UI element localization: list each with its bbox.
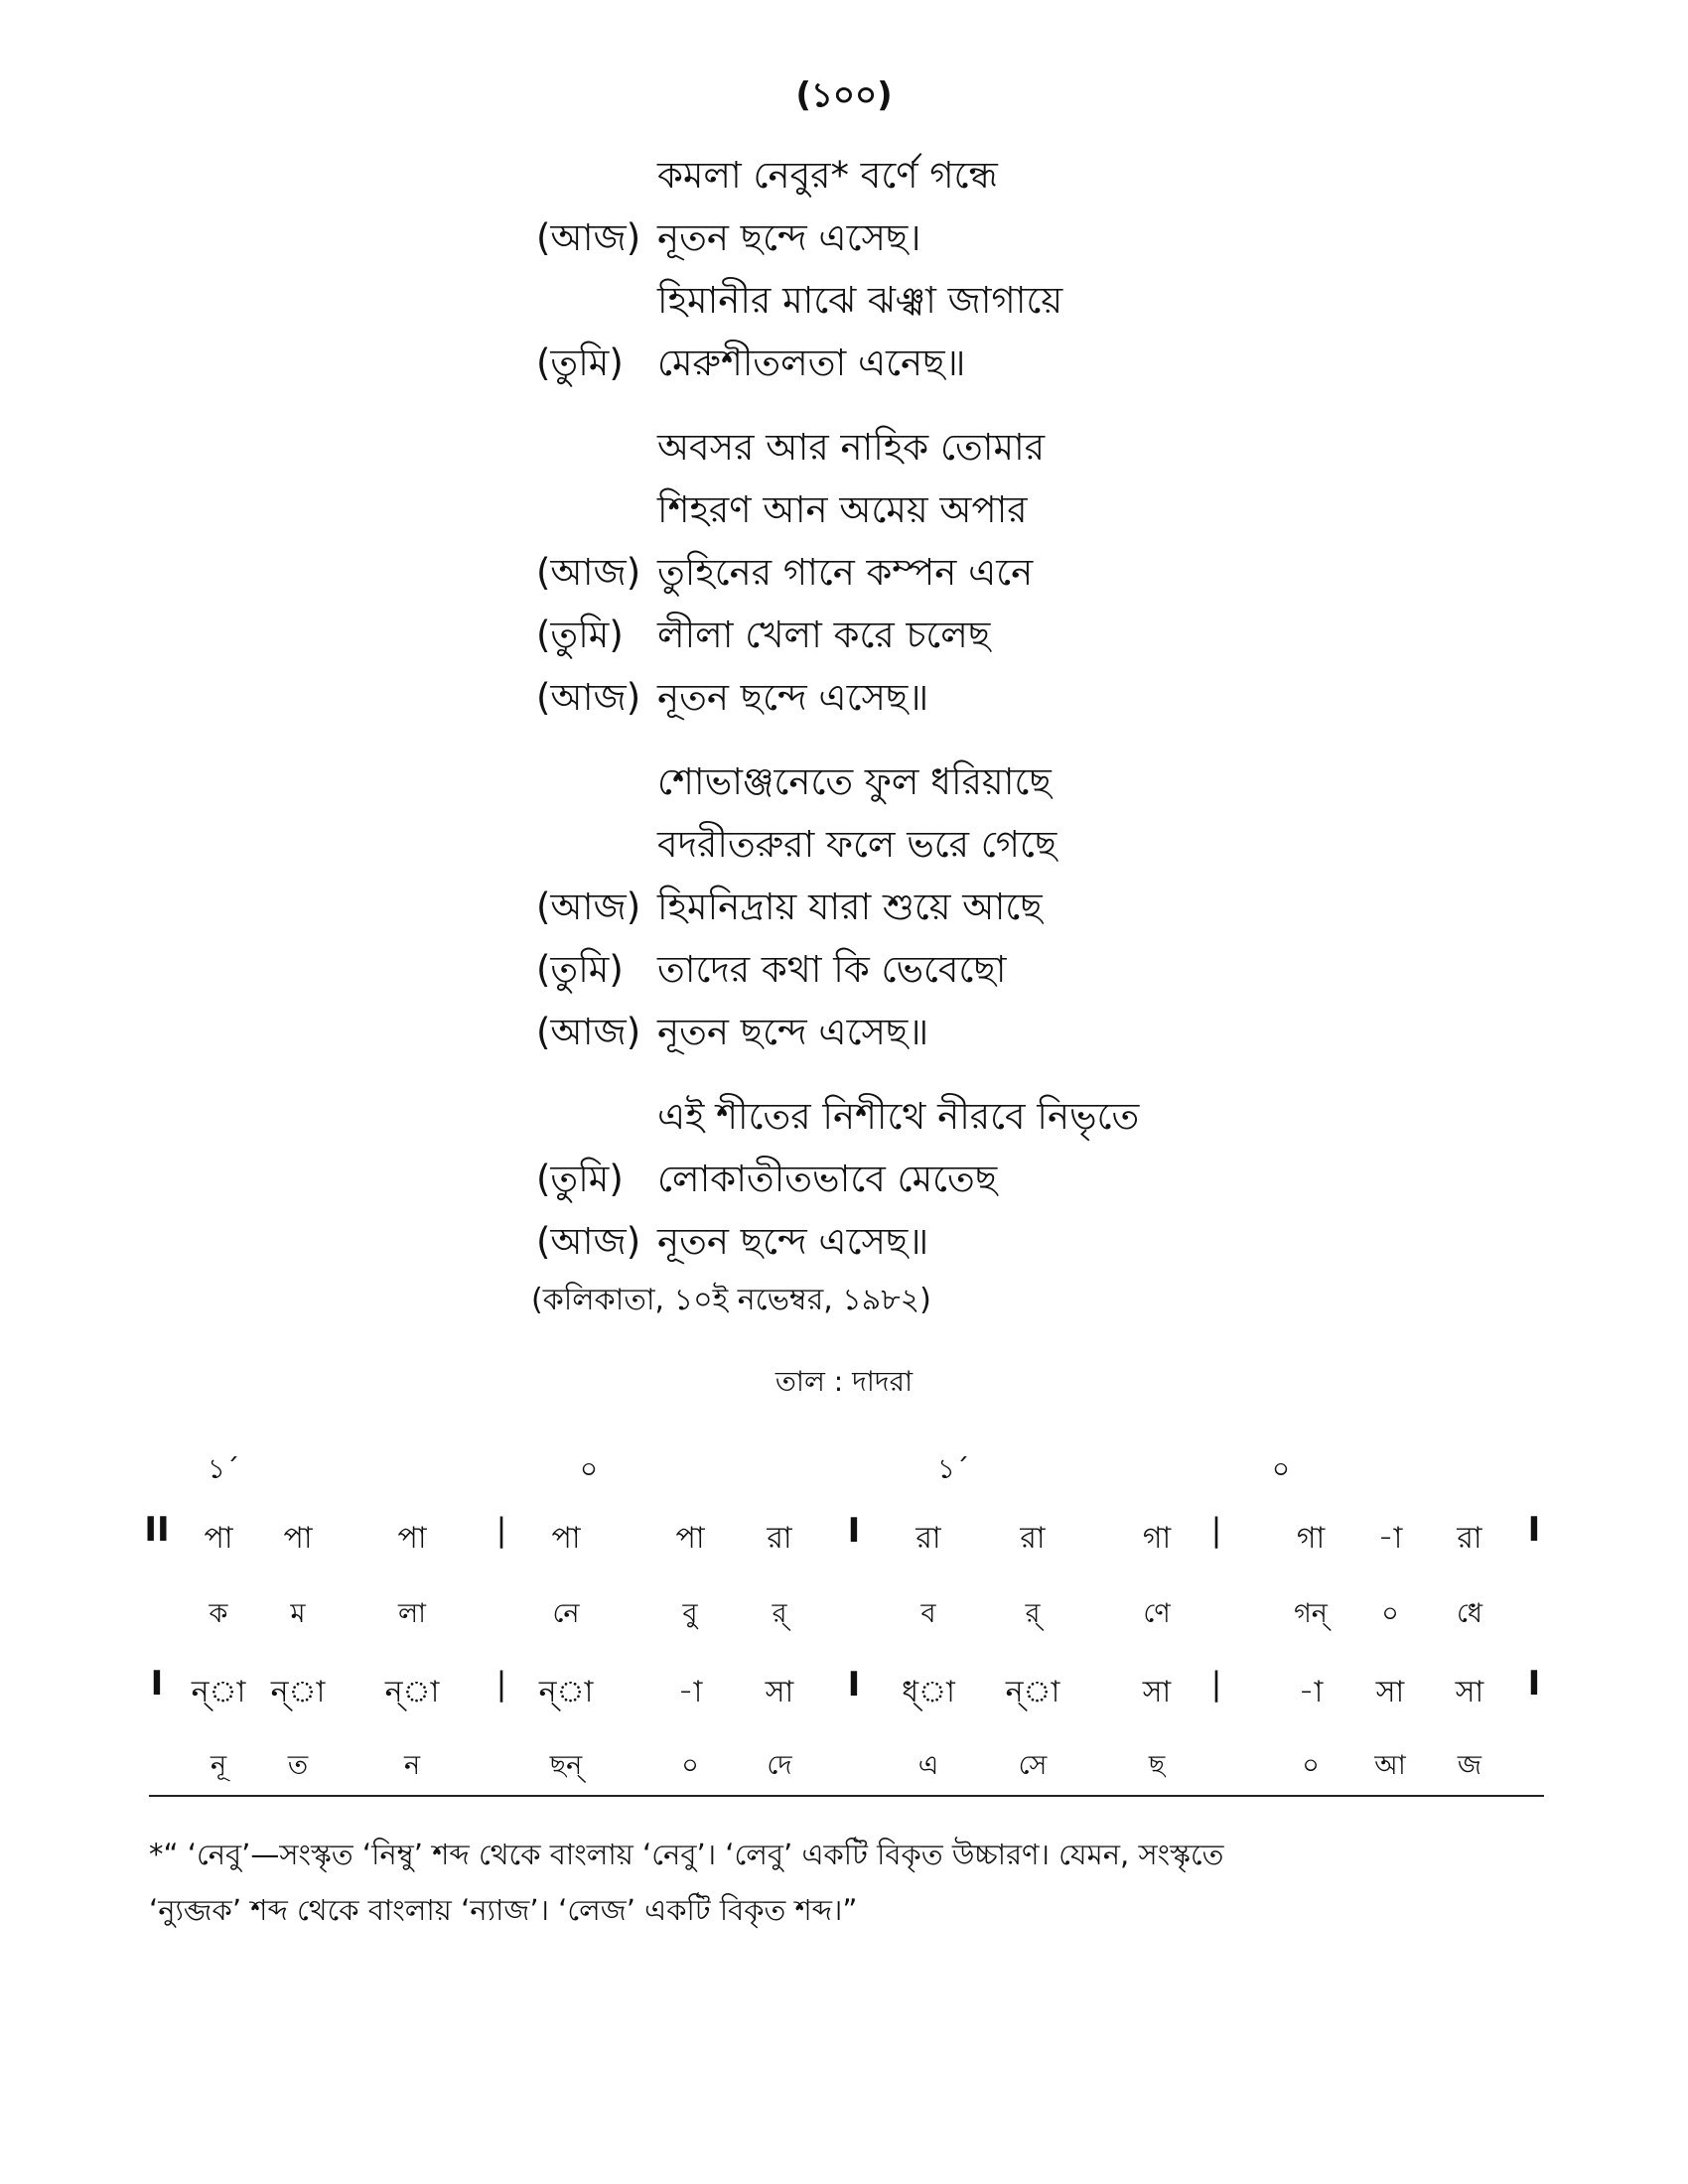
line-prefix: (তুমি)	[536, 948, 624, 991]
line-text: কমলা নেবুর* বর্ণে গন্ধে	[657, 154, 998, 197]
swar-note: সা	[1375, 1675, 1405, 1709]
swar-note: পা	[204, 1521, 233, 1556]
line-text: শোভাঞ্জনেতে ফুল ধরিয়াছে	[657, 760, 1052, 803]
place-date: (কলিকাতা, ১০ই নভেম্বর, ১৯৮২)	[531, 1283, 931, 1317]
lyric-syllable: জ	[1457, 1750, 1482, 1781]
swar-note: -া	[1298, 1675, 1324, 1709]
line-text: তাদের কথা কি ভেবেছো	[657, 948, 1007, 991]
swar-note: রা	[1020, 1521, 1046, 1556]
swar-note: পা	[551, 1521, 581, 1556]
swar-note: রা	[1457, 1521, 1482, 1556]
lyric-syllable: সে	[1018, 1750, 1048, 1781]
lyric-syllable: নে	[552, 1598, 580, 1629]
line-text: অবসর আর নাহিক তোমার	[657, 426, 1046, 469]
bar-line-close: I	[1527, 1664, 1541, 1704]
swar-note: ন্া	[191, 1675, 246, 1709]
beat-mark: ১´	[936, 1452, 970, 1485]
line-text: তুহিনের গানে কম্পন এনে	[657, 551, 1034, 594]
swar-note: গা	[1142, 1521, 1172, 1556]
bar-line-minor: |	[1210, 1665, 1222, 1703]
swar-note: সা	[1142, 1675, 1172, 1709]
footnote	[149, 1827, 1559, 1938]
line-text: বদরীতরুরা ফলে ভরে গেছে	[657, 823, 1057, 866]
tala-heading: তাল : দাদরা	[774, 1365, 914, 1398]
line-text: মেরুশীতলতা এনেছ॥	[657, 341, 966, 384]
line-prefix: (আজ)	[536, 676, 641, 719]
line-text: নূতন ছন্দে এসেছ॥	[657, 1011, 929, 1053]
line-text: লোকাতীতভাবে মেতেছ	[657, 1158, 998, 1200]
swar-note: ন্া	[538, 1675, 594, 1709]
lyric-syllable: এ	[917, 1750, 939, 1781]
swar-note: পা	[397, 1521, 427, 1556]
lyric-syllable: বু	[682, 1598, 698, 1629]
lyric-syllable: ০	[1302, 1750, 1320, 1781]
line-prefix: (আজ)	[536, 551, 641, 594]
beat-mark: ১´	[207, 1452, 240, 1485]
swar-note: সা	[765, 1675, 794, 1709]
line-text: নূতন ছন্দে এসেছ॥	[657, 676, 929, 719]
footnote-line-2: ‘ন্যুব্জক’ শব্দ থেকে বাংলায় ‘ন্যাজ’। ‘লেজ’ একটি বিকৃত শব্দ।”	[149, 1893, 858, 1927]
swar-note: রা	[767, 1521, 792, 1556]
beat-mark: ০	[1271, 1452, 1291, 1485]
bar-line-major: I	[847, 1665, 861, 1705]
footnote-line-1: *“ ‘নেবু’—সংস্কৃত ‘নিম্বু’ শব্দ থেকে বাংলায় ‘নেবু’। ‘লেবু’ একটি বিকৃত উচ্চারণ। যেমন, সংস্কৃতে	[149, 1838, 1224, 1871]
bar-line-minor: |	[495, 1511, 507, 1549]
swar-note: সা	[1455, 1675, 1484, 1709]
bar-line-minor: |	[495, 1665, 507, 1703]
line-text: হিমানীর মাঝে ঝঞ্ঝা জাগায়ে	[657, 279, 1063, 322]
page-number: (১০০)	[795, 75, 893, 115]
line-text: শিহরণ আন অমেয় অপার	[657, 488, 1028, 531]
swar-note: ন্া	[384, 1675, 440, 1709]
lyric-syllable: নূ	[210, 1750, 227, 1781]
lyric-syllable: ধে	[1456, 1598, 1483, 1629]
line-prefix: (আজ)	[536, 886, 641, 928]
lyric-syllable: আ	[1374, 1750, 1406, 1781]
line-prefix: (তুমি)	[536, 341, 624, 384]
swar-note: পা	[283, 1521, 313, 1556]
lyric-syllable: দে	[767, 1750, 792, 1781]
bar-line-close: I	[1527, 1510, 1541, 1550]
bar-line-minor: |	[1210, 1511, 1222, 1549]
lyric-syllable: ০	[1381, 1598, 1399, 1629]
bar-line-open: I	[150, 1664, 164, 1704]
lyric-syllable: র্	[1025, 1598, 1041, 1629]
swar-note: ধ্া	[902, 1675, 955, 1709]
lyric-syllable: গন্	[1294, 1598, 1328, 1629]
line-prefix: (তুমি)	[536, 614, 624, 656]
swar-note: ন্া	[270, 1675, 326, 1709]
lyric-syllable: ন	[403, 1750, 421, 1781]
lyric-syllable: ক	[209, 1598, 228, 1629]
bar-line-major: I	[847, 1511, 861, 1551]
swar-note: -া	[677, 1675, 703, 1709]
footnote-rule	[149, 1795, 1544, 1797]
lyric-syllable: ম	[290, 1598, 306, 1629]
swar-note: -া	[1377, 1521, 1403, 1556]
swar-note: পা	[675, 1521, 705, 1556]
line-prefix: (আজ)	[536, 1011, 641, 1053]
swar-note: ন্া	[1005, 1675, 1060, 1709]
lyric-syllable: র্	[772, 1598, 787, 1629]
bar-line-open: II	[144, 1510, 170, 1550]
lyric-syllable: ছন্	[549, 1750, 583, 1781]
lyric-syllable: ত	[287, 1750, 309, 1781]
line-prefix: (আজ)	[536, 216, 641, 259]
lyric-syllable: লা	[398, 1598, 426, 1629]
lyric-syllable: ব	[920, 1598, 936, 1629]
line-prefix: (আজ)	[536, 1220, 641, 1263]
line-text: এই শীতের নিশীথে নীরবে নিভৃতে	[657, 1095, 1140, 1138]
line-text: লীলা খেলা করে চলেছ	[657, 614, 991, 656]
line-text: হিমনিদ্রায় যারা শুয়ে আছে	[657, 886, 1043, 928]
lyric-syllable: ০	[681, 1750, 699, 1781]
lyric-syllable: ণে	[1143, 1598, 1171, 1629]
swar-note: রা	[915, 1521, 941, 1556]
swar-note: গা	[1296, 1521, 1326, 1556]
lyric-syllable: ছ	[1148, 1750, 1166, 1781]
line-text: নূতন ছন্দে এসেছ।	[657, 216, 921, 259]
line-prefix: (তুমি)	[536, 1158, 624, 1200]
beat-mark: ০	[579, 1452, 599, 1485]
line-text: নূতন ছন্দে এসেছ॥	[657, 1220, 929, 1263]
